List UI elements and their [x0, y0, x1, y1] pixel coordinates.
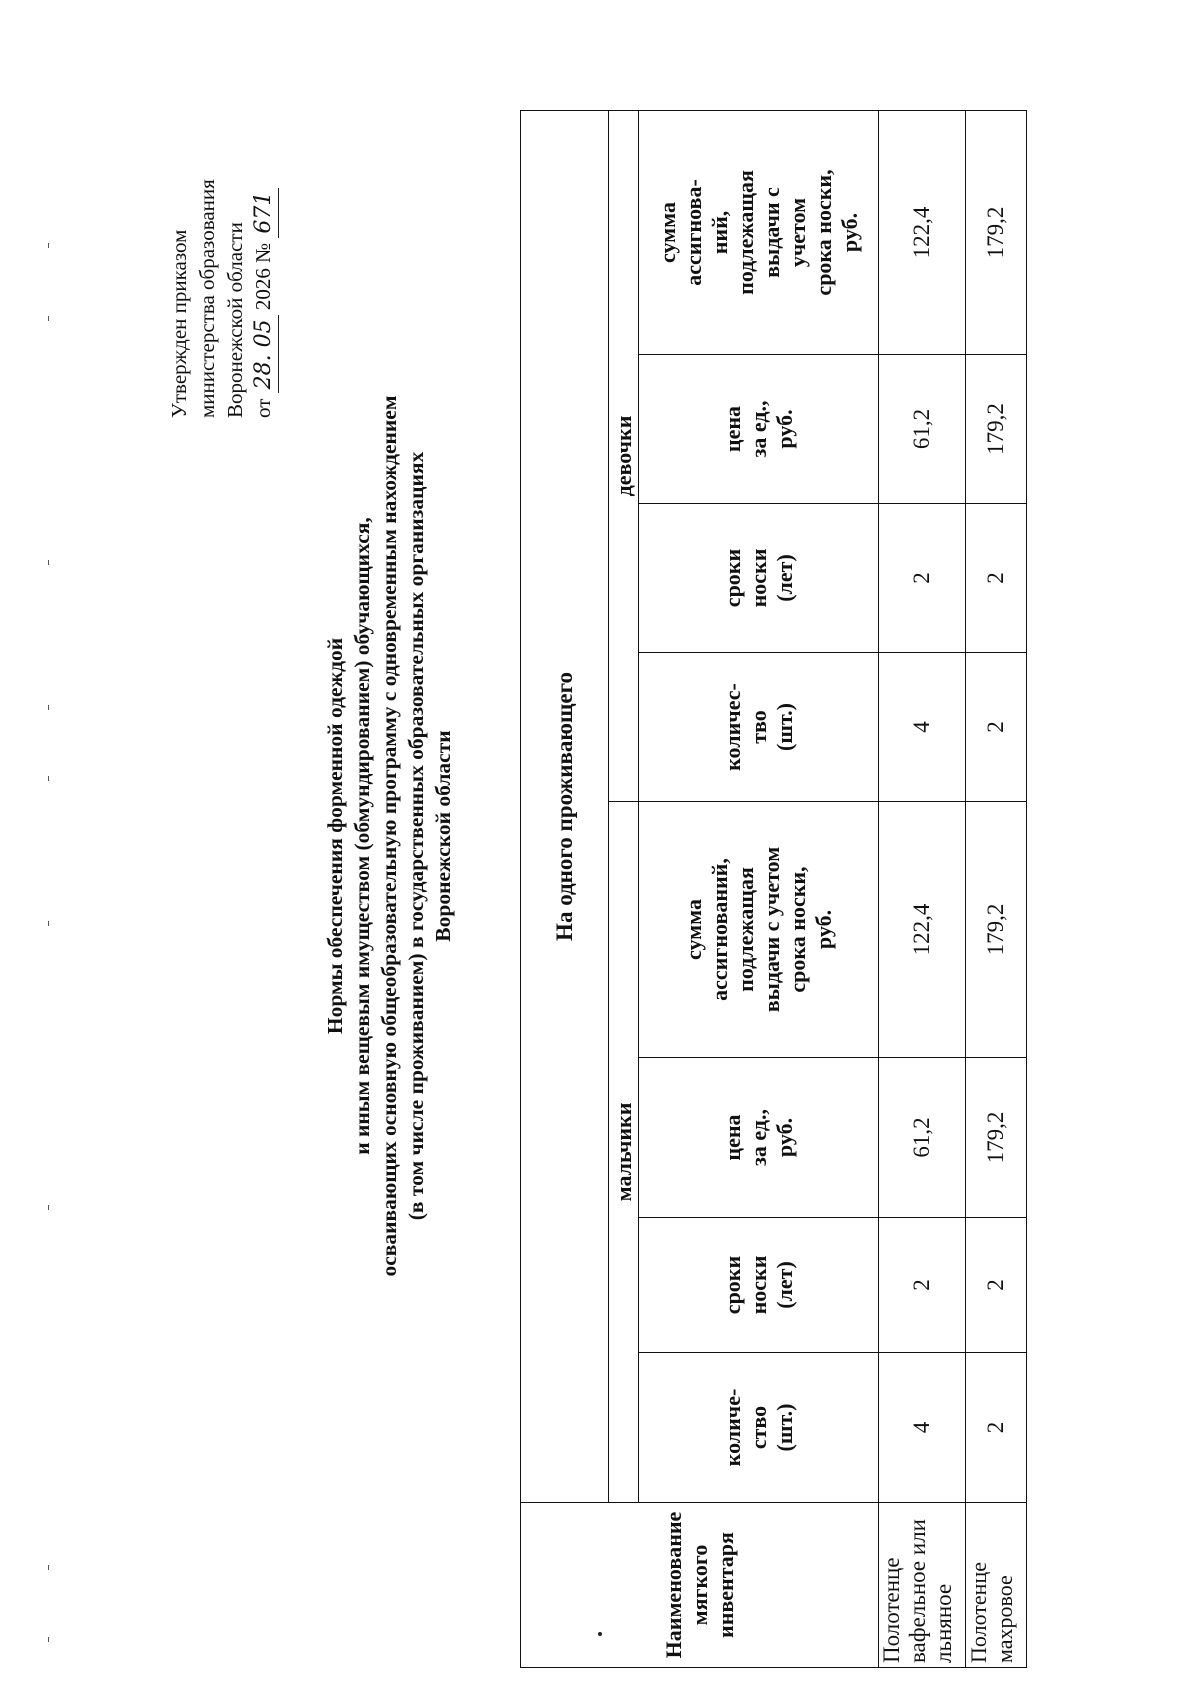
- row-2-name-text: Полотенце махровое: [966, 1562, 1017, 1663]
- approval-block: [165, 78, 279, 418]
- row-2-girls-quantity: 2: [966, 653, 1027, 802]
- row-2-girls-price: 179,2: [966, 355, 1027, 504]
- header-girls-quantity: [639, 653, 879, 802]
- title-line-1: Нормы обеспечения форменной одеждой: [323, 637, 347, 1035]
- header-boys-text: мальчики: [610, 1102, 636, 1202]
- header-girls-sum: [639, 110, 879, 354]
- header-boys-quantity: [639, 1353, 879, 1503]
- scan-tick: [48, 776, 49, 781]
- scan-tick: [48, 1637, 49, 1642]
- scan-tick: [48, 560, 49, 565]
- row-1-girls-quantity: 4: [879, 653, 966, 802]
- scan-tick: [48, 1205, 49, 1210]
- header-name-text: Наименование мягкого инвентаря: [660, 1511, 738, 1659]
- header-name: [521, 1503, 879, 1668]
- header-girls-price-text: цена за ед., руб.: [719, 400, 797, 458]
- scan-tick: [48, 921, 49, 926]
- row-1-boys-quantity: 4: [879, 1353, 966, 1503]
- approval-number-handwritten: 671: [250, 188, 279, 238]
- header-boys-price: [639, 1058, 879, 1218]
- row-1-boys-term: 2: [879, 1218, 966, 1353]
- row-2-name: [966, 1503, 1027, 1668]
- title-line-3: осваивающих основную общеобразовательную программу с одновременным нахождением: [377, 395, 401, 1277]
- header-group: [521, 110, 609, 1502]
- approval-line-1: Утвержден приказом: [167, 229, 191, 418]
- approval-date-handwritten: 28. 05: [250, 315, 279, 393]
- row-1-girls-price: 61,2: [879, 355, 966, 504]
- header-boys-price-text: цена за ед., руб.: [719, 1109, 797, 1166]
- approval-year: 2026 №: [251, 242, 275, 311]
- row-1-boys-price: 61,2: [879, 1058, 966, 1218]
- header-boys-term: [639, 1218, 879, 1353]
- row-2-girls-term: 2: [966, 504, 1027, 653]
- row-1-girls-sum: 122,4: [879, 110, 966, 354]
- scan-tick: [48, 1565, 49, 1570]
- row-2-boys-sum: 179,2: [966, 802, 1027, 1058]
- header-boys-term-text: сроки носки (лет): [719, 1255, 797, 1315]
- row-1-name-text: Полотенце вафельное или льняное: [879, 1519, 956, 1663]
- title-line-5: Воронежской области: [431, 730, 455, 942]
- document-title: [322, 276, 457, 1396]
- header-boys-quantity-text: количе- ство (шт.): [719, 1388, 797, 1467]
- title-line-2: и иным вещевым имуществом (обмундированием) обучающихся,: [350, 517, 374, 1155]
- norms-table: [520, 110, 1027, 1668]
- title-line-4: (в том числе проживанием) в государственных образовательных организациях: [404, 451, 428, 1221]
- approval-line-4: [249, 78, 279, 418]
- scan-tick: [48, 316, 49, 321]
- scan-speck: [598, 1632, 602, 1636]
- row-1-name: [879, 1503, 966, 1668]
- row-1-girls-term: 2: [879, 504, 966, 653]
- approval-line-2: министерства образования: [195, 179, 219, 418]
- row-1-boys-sum: 122,4: [879, 802, 966, 1058]
- scan-tick: [48, 243, 49, 248]
- table-row: [966, 110, 1027, 1667]
- header-girls-sum-text: сумма ассигнова- ний, подлежащая выдачи с учетом срока носки, руб.: [654, 169, 862, 296]
- row-2-boys-quantity: 2: [966, 1353, 1027, 1503]
- header-boys: [609, 802, 639, 1503]
- header-girls-quantity-text: количес- тво (шт.): [719, 683, 797, 771]
- header-girls-text: девочки: [610, 415, 636, 497]
- scan-tick: [48, 705, 49, 710]
- header-group-text: На одного проживающего: [551, 672, 577, 941]
- header-boys-sum: [639, 802, 879, 1058]
- row-2-boys-price: 179,2: [966, 1058, 1027, 1218]
- header-girls: [609, 110, 639, 801]
- header-boys-sum-text: сумма ассигнований, подлежащая выдачи с учетом срока носки, руб.: [680, 846, 836, 1013]
- header-girls-term: [639, 504, 879, 653]
- row-2-girls-sum: 179,2: [966, 110, 1027, 354]
- approval-line-3: Воронежской области: [223, 222, 247, 418]
- row-2-boys-term: 2: [966, 1218, 1027, 1353]
- table-row: [879, 110, 966, 1667]
- header-girls-price: [639, 355, 879, 504]
- approval-date-prefix: от: [251, 398, 275, 418]
- header-girls-term-text: сроки носки (лет): [719, 548, 797, 608]
